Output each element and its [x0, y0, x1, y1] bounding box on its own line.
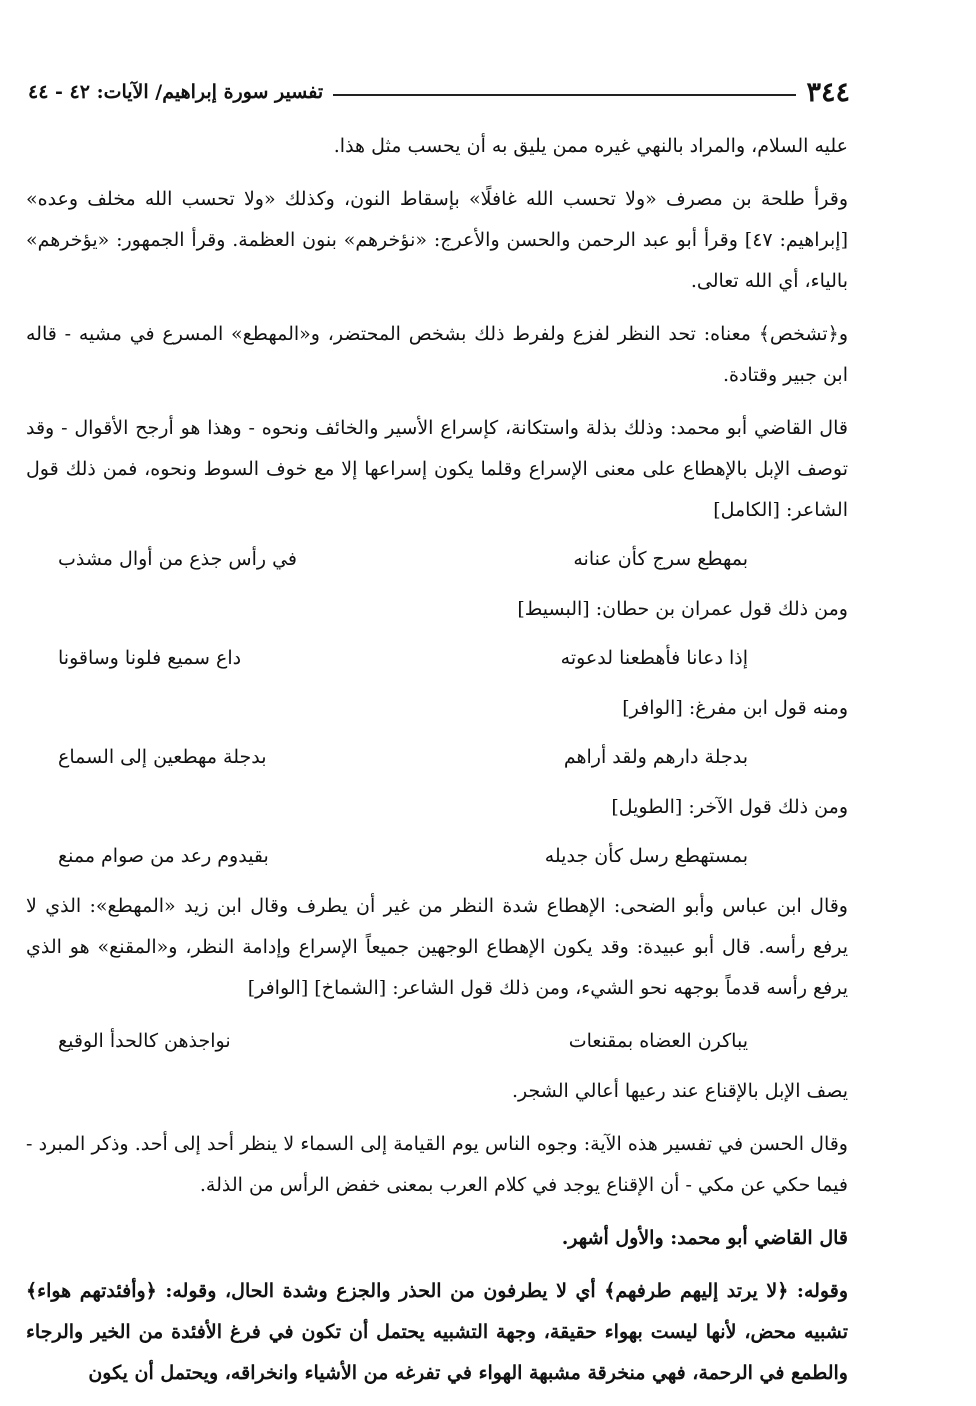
verse-second-hemistich: داع سميع فلونا وساقونا — [58, 647, 242, 669]
paragraph: يصف الإبل بالإقناع عند رعيها أعالي الشجر. — [512, 1080, 848, 1102]
poem-verse — [58, 836, 748, 876]
page-body — [26, 126, 848, 1406]
verse-second-hemistich: بدجلة مهطعين إلى السماع — [58, 746, 267, 768]
header-rule — [333, 94, 796, 96]
page-number: ٣٤٤ — [806, 76, 850, 108]
paragraph: وقال ابن عباس وأبو الضحى: الإهطاع شدة النظر من غير أن يطرف وقال ابن زيد «المهطع»: الذي لا يرفع رأسه. قال أبو عبيدة: وقد يكون الإهطاع الوجهين جميعاً الإسراع وإدامة النظر، و«المقنع» هو الذي يرفع رأسه قدماً بوجهه نحو الشيء، ومن ذلك قول الشاعر: [الشماخ] [الوافر] — [26, 895, 848, 999]
verse-first-hemistich: بدجلة دارهم ولقد أراهم — [563, 746, 748, 768]
verse-second-hemistich: في رأس جذع من أوال مشذب — [58, 548, 297, 570]
verse-intro: ومن ذلك قول الآخر: [الطويل] — [611, 796, 848, 818]
running-header — [28, 72, 850, 112]
paragraph: عليه السلام، والمراد بالنهي غيره ممن يليق به أن يحسب مثل هذا. — [333, 135, 848, 157]
header-title: تفسير سورة إبراهيم/ الآيات: ٤٢ - ٤٤ — [28, 81, 324, 103]
verse-intro: ومنه قول ابن مفرغ: [الوافر] — [622, 697, 848, 719]
verse-second-hemistich: بقيدوم رعد من صوام ممنع — [58, 845, 269, 867]
paragraph: قال القاضي أبو محمد: والأول أشهر. — [561, 1227, 848, 1249]
paragraph: قال القاضي أبو محمد: وذلك بذلة واستكانة، كإسراع الأسير والخائف ونحوه - وهذا هو أرجح الأقوال - وقد توصف الإبل بالإهطاع على معنى الإسراع وقلما يكون إسراعها إلا مع خوف السوط ونحوه، فمن ذلك قول الشاعر: [الكامل] — [26, 417, 848, 521]
verse-first-hemistich: إذا دعانا فأهطعنا لدعوته — [560, 647, 748, 669]
paragraph: وقوله: ﴿لا يرتد إليهم طرفهم﴾ أي لا يطرفون من الحذر والجزع وشدة الحال، وقوله: ﴿وأفئدتهم هواء﴾ تشبيه محض، لأنها ليست بهواء حقيقة، وجهة التشبيه يحتمل أن تكون في فرغ الأفئدة من الخير والرجاء والطمع في الرحمة، فهي منخرقة مشبهة الهواء في تفرغه من الأشياء وانخراقه، ويحتمل أن يكون — [26, 1280, 848, 1384]
paragraph: وقال الحسن في تفسير هذه الآية: وجوه الناس يوم القيامة إلى السماء لا ينظر أحد إلى أحد. وذكر المبرد - فيما حكي عن مكي - أن الإقناع يوجد في كلام العرب بمعنى خفض الرأس من الذلة. — [26, 1133, 848, 1196]
verse-first-hemistich: بمستهطع رسل كأن جديله — [544, 845, 748, 867]
poem-verse — [58, 539, 748, 579]
paragraph: وقرأ طلحة بن مصرف «ولا تحسب الله غافلًا» بإسقاط النون، وكذلك «ولا تحسب الله مخلف وعده» [إبراهيم: ٤٧] وقرأ أبو عبد الرحمن والحسن والأعرج: «نؤخرهم» بنون العظمة. وقرأ الجمهور: «يؤخرهم» بالياء، أي الله تعالى. — [26, 188, 848, 292]
poem-verse — [58, 1021, 748, 1061]
verse-second-hemistich: نواجذهن كالحدأ الوقيع — [58, 1030, 231, 1052]
verse-first-hemistich: بمهطع سرج كأن عنانه — [573, 548, 748, 570]
verse-intro: ومن ذلك قول عمران بن حطان: [البسيط] — [517, 598, 848, 620]
poem-verse — [58, 638, 748, 678]
poem-verse — [58, 737, 748, 777]
verse-first-hemistich: يباكرن العضاه بمقنعات — [568, 1030, 748, 1052]
paragraph: و﴿تشخص﴾ معناه: تحد النظر لفزع ولفرط ذلك بشخص المحتضر، و«المهطع» المسرع في مشيه - قاله ابن جبير وقتادة. — [26, 323, 848, 386]
